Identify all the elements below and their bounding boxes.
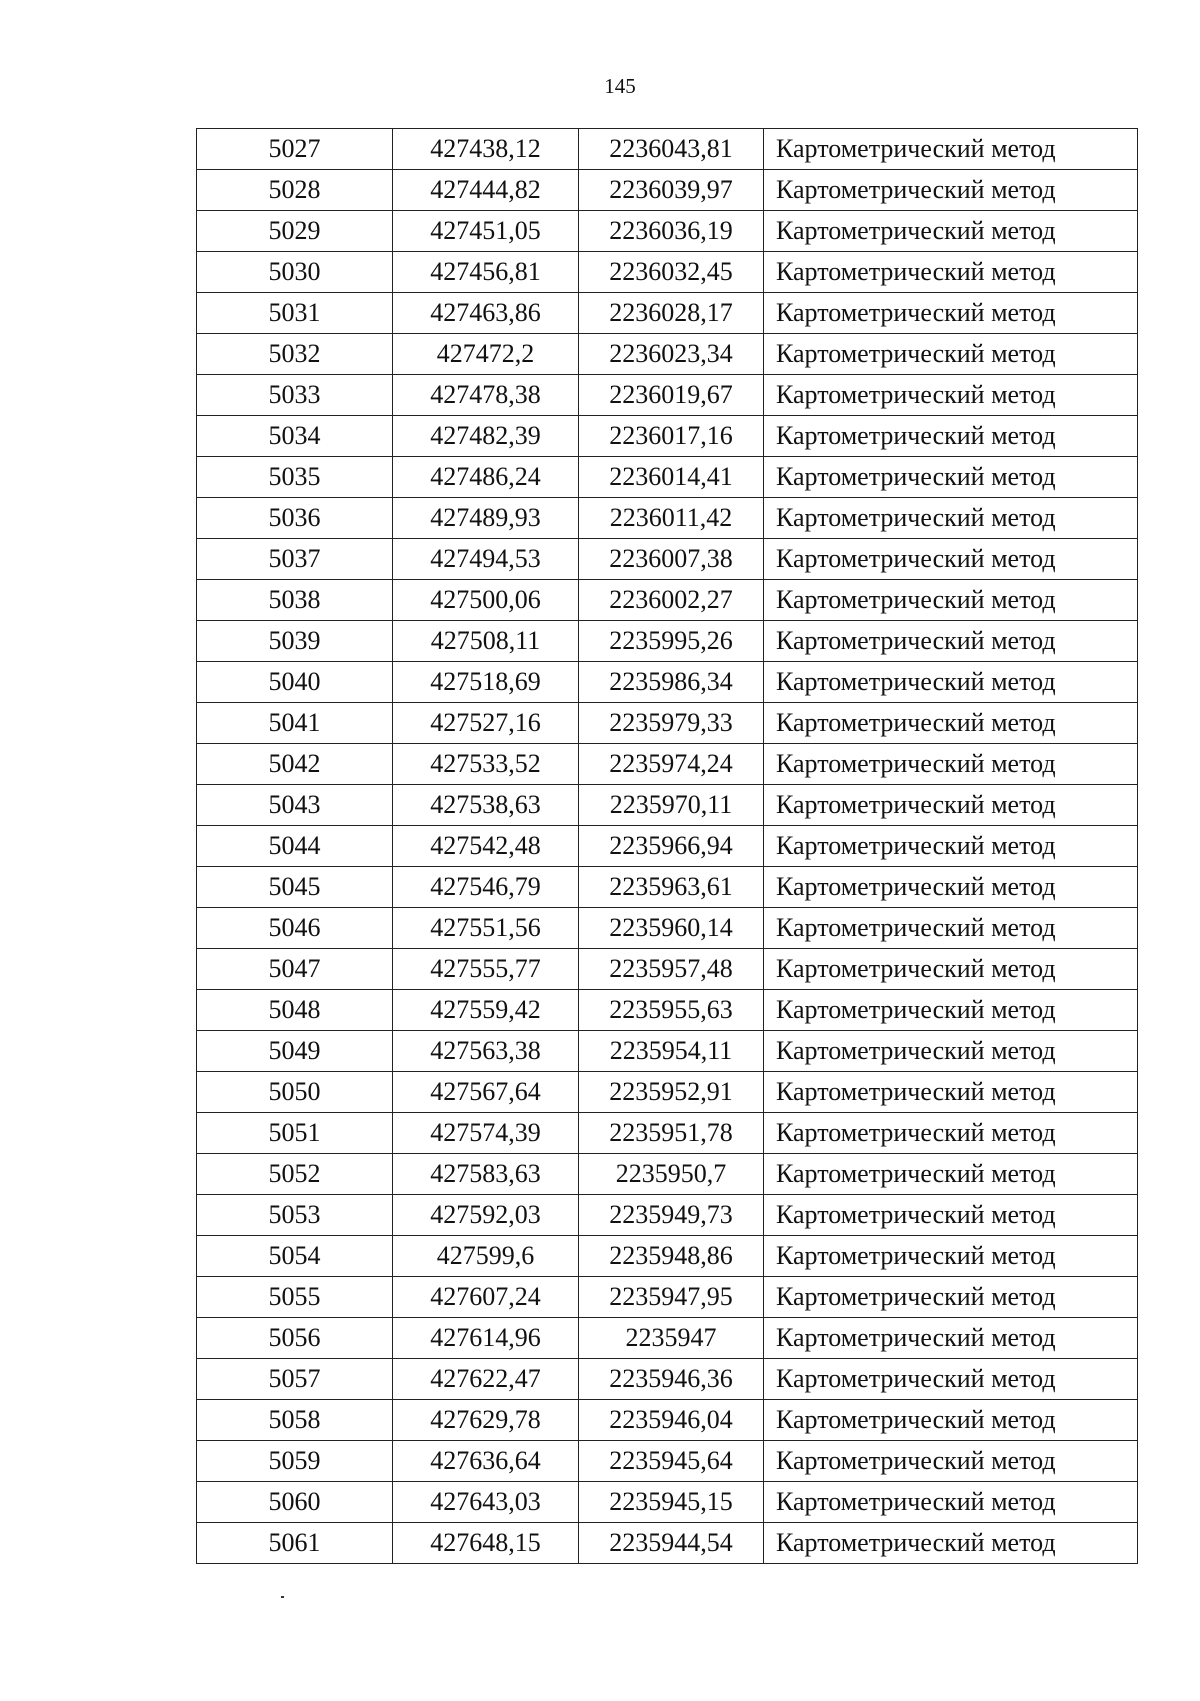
point-number-cell: 5028: [197, 170, 393, 211]
y-coordinate-cell: 2235995,26: [579, 621, 764, 662]
x-coordinate-cell: 427563,38: [393, 1031, 579, 1072]
x-coordinate-cell: 427456,81: [393, 252, 579, 293]
point-number-cell: 5031: [197, 293, 393, 334]
x-coordinate-cell: 427494,53: [393, 539, 579, 580]
x-coordinate-cell: 427527,16: [393, 703, 579, 744]
x-coordinate-cell: 427555,77: [393, 949, 579, 990]
method-cell: Картометрический метод: [764, 539, 1138, 580]
x-coordinate-cell: 427636,64: [393, 1441, 579, 1482]
table-row: [197, 375, 1138, 416]
table-row: [197, 826, 1138, 867]
point-number-cell: 5044: [197, 826, 393, 867]
point-number-cell: 5052: [197, 1154, 393, 1195]
table-row: [197, 252, 1138, 293]
x-coordinate-cell: 427599,6: [393, 1236, 579, 1277]
point-number-cell: 5048: [197, 990, 393, 1031]
table-row: [197, 1154, 1138, 1195]
point-number-cell: 5027: [197, 129, 393, 170]
table-row: [197, 1359, 1138, 1400]
y-coordinate-cell: 2236032,45: [579, 252, 764, 293]
y-coordinate-cell: 2236023,34: [579, 334, 764, 375]
table-row: [197, 662, 1138, 703]
point-number-cell: 5059: [197, 1441, 393, 1482]
x-coordinate-cell: 427592,03: [393, 1195, 579, 1236]
x-coordinate-cell: 427574,39: [393, 1113, 579, 1154]
y-coordinate-cell: 2235957,48: [579, 949, 764, 990]
method-cell: Картометрический метод: [764, 744, 1138, 785]
point-number-cell: 5032: [197, 334, 393, 375]
x-coordinate-cell: 427478,38: [393, 375, 579, 416]
y-coordinate-cell: 2235952,91: [579, 1072, 764, 1113]
y-coordinate-cell: 2235974,24: [579, 744, 764, 785]
table-row: [197, 1113, 1138, 1154]
point-number-cell: 5055: [197, 1277, 393, 1318]
point-number-cell: 5045: [197, 867, 393, 908]
point-number-cell: 5054: [197, 1236, 393, 1277]
method-cell: Картометрический метод: [764, 293, 1138, 334]
y-coordinate-cell: 2235947: [579, 1318, 764, 1359]
y-coordinate-cell: 2235979,33: [579, 703, 764, 744]
y-coordinate-cell: 2235946,36: [579, 1359, 764, 1400]
table-row: [197, 1072, 1138, 1113]
x-coordinate-cell: 427567,64: [393, 1072, 579, 1113]
y-coordinate-cell: 2236002,27: [579, 580, 764, 621]
point-number-cell: 5041: [197, 703, 393, 744]
point-number-cell: 5039: [197, 621, 393, 662]
scan-speck: [281, 1596, 284, 1598]
coordinates-table: [196, 128, 1138, 1564]
y-coordinate-cell: 2235945,64: [579, 1441, 764, 1482]
x-coordinate-cell: 427583,63: [393, 1154, 579, 1195]
y-coordinate-cell: 2235946,04: [579, 1400, 764, 1441]
y-coordinate-cell: 2235970,11: [579, 785, 764, 826]
x-coordinate-cell: 427629,78: [393, 1400, 579, 1441]
x-coordinate-cell: 427538,63: [393, 785, 579, 826]
method-cell: Картометрический метод: [764, 252, 1138, 293]
point-number-cell: 5040: [197, 662, 393, 703]
method-cell: Картометрический метод: [764, 1277, 1138, 1318]
y-coordinate-cell: 2235954,11: [579, 1031, 764, 1072]
method-cell: Картометрический метод: [764, 129, 1138, 170]
point-number-cell: 5046: [197, 908, 393, 949]
y-coordinate-cell: 2235947,95: [579, 1277, 764, 1318]
y-coordinate-cell: 2235960,14: [579, 908, 764, 949]
point-number-cell: 5047: [197, 949, 393, 990]
table-row: [197, 498, 1138, 539]
x-coordinate-cell: 427551,56: [393, 908, 579, 949]
table-row: [197, 1400, 1138, 1441]
table-row: [197, 621, 1138, 662]
x-coordinate-cell: 427607,24: [393, 1277, 579, 1318]
method-cell: Картометрический метод: [764, 1482, 1138, 1523]
method-cell: Картометрический метод: [764, 703, 1138, 744]
x-coordinate-cell: 427444,82: [393, 170, 579, 211]
point-number-cell: 5056: [197, 1318, 393, 1359]
point-number-cell: 5053: [197, 1195, 393, 1236]
y-coordinate-cell: 2236043,81: [579, 129, 764, 170]
y-coordinate-cell: 2235963,61: [579, 867, 764, 908]
x-coordinate-cell: 427482,39: [393, 416, 579, 457]
y-coordinate-cell: 2235966,94: [579, 826, 764, 867]
point-number-cell: 5043: [197, 785, 393, 826]
point-number-cell: 5030: [197, 252, 393, 293]
x-coordinate-cell: 427486,24: [393, 457, 579, 498]
method-cell: Картометрический метод: [764, 990, 1138, 1031]
method-cell: Картометрический метод: [764, 908, 1138, 949]
y-coordinate-cell: 2236028,17: [579, 293, 764, 334]
method-cell: Картометрический метод: [764, 334, 1138, 375]
point-number-cell: 5033: [197, 375, 393, 416]
y-coordinate-cell: 2235950,7: [579, 1154, 764, 1195]
y-coordinate-cell: 2236014,41: [579, 457, 764, 498]
method-cell: Картометрический метод: [764, 375, 1138, 416]
x-coordinate-cell: 427533,52: [393, 744, 579, 785]
x-coordinate-cell: 427508,11: [393, 621, 579, 662]
method-cell: Картометрический метод: [764, 1113, 1138, 1154]
table-row: [197, 1236, 1138, 1277]
x-coordinate-cell: 427472,2: [393, 334, 579, 375]
page-number: 145: [604, 74, 636, 98]
table-row: [197, 293, 1138, 334]
method-cell: Картометрический метод: [764, 662, 1138, 703]
table-row: [197, 334, 1138, 375]
table-row: [197, 580, 1138, 621]
y-coordinate-cell: 2236019,67: [579, 375, 764, 416]
method-cell: Картометрический метод: [764, 621, 1138, 662]
table-row: [197, 908, 1138, 949]
method-cell: Картометрический метод: [764, 949, 1138, 990]
x-coordinate-cell: 427546,79: [393, 867, 579, 908]
table-row: [197, 170, 1138, 211]
table-row: [197, 129, 1138, 170]
point-number-cell: 5035: [197, 457, 393, 498]
table-row: [197, 785, 1138, 826]
y-coordinate-cell: 2236007,38: [579, 539, 764, 580]
table-row: [197, 867, 1138, 908]
x-coordinate-cell: 427463,86: [393, 293, 579, 334]
method-cell: Картометрический метод: [764, 1072, 1138, 1113]
method-cell: Картометрический метод: [764, 457, 1138, 498]
method-cell: Картометрический метод: [764, 1154, 1138, 1195]
method-cell: Картометрический метод: [764, 1523, 1138, 1564]
method-cell: Картометрический метод: [764, 1031, 1138, 1072]
x-coordinate-cell: 427438,12: [393, 129, 579, 170]
x-coordinate-cell: 427542,48: [393, 826, 579, 867]
table-row: [197, 1441, 1138, 1482]
point-number-cell: 5029: [197, 211, 393, 252]
table-row: [197, 1318, 1138, 1359]
point-number-cell: 5036: [197, 498, 393, 539]
y-coordinate-cell: 2235951,78: [579, 1113, 764, 1154]
table-row: [197, 949, 1138, 990]
method-cell: Картометрический метод: [764, 1236, 1138, 1277]
point-number-cell: 5037: [197, 539, 393, 580]
point-number-cell: 5034: [197, 416, 393, 457]
point-number-cell: 5042: [197, 744, 393, 785]
y-coordinate-cell: 2235944,54: [579, 1523, 764, 1564]
x-coordinate-cell: 427451,05: [393, 211, 579, 252]
table-row: [197, 1031, 1138, 1072]
point-number-cell: 5049: [197, 1031, 393, 1072]
method-cell: Картометрический метод: [764, 1400, 1138, 1441]
y-coordinate-cell: 2236011,42: [579, 498, 764, 539]
method-cell: Картометрический метод: [764, 785, 1138, 826]
method-cell: Картометрический метод: [764, 1441, 1138, 1482]
table-row: [197, 1195, 1138, 1236]
y-coordinate-cell: 2235955,63: [579, 990, 764, 1031]
method-cell: Картометрический метод: [764, 867, 1138, 908]
y-coordinate-cell: 2235945,15: [579, 1482, 764, 1523]
y-coordinate-cell: 2235986,34: [579, 662, 764, 703]
method-cell: Картометрический метод: [764, 826, 1138, 867]
point-number-cell: 5061: [197, 1523, 393, 1564]
x-coordinate-cell: 427622,47: [393, 1359, 579, 1400]
method-cell: Картометрический метод: [764, 580, 1138, 621]
y-coordinate-cell: 2236036,19: [579, 211, 764, 252]
table-row: [197, 457, 1138, 498]
table-row: [197, 744, 1138, 785]
method-cell: Картометрический метод: [764, 170, 1138, 211]
x-coordinate-cell: 427559,42: [393, 990, 579, 1031]
table-row: [197, 1523, 1138, 1564]
point-number-cell: 5050: [197, 1072, 393, 1113]
x-coordinate-cell: 427518,69: [393, 662, 579, 703]
point-number-cell: 5057: [197, 1359, 393, 1400]
x-coordinate-cell: 427643,03: [393, 1482, 579, 1523]
x-coordinate-cell: 427648,15: [393, 1523, 579, 1564]
method-cell: Картометрический метод: [764, 1359, 1138, 1400]
table-row: [197, 990, 1138, 1031]
point-number-cell: 5051: [197, 1113, 393, 1154]
y-coordinate-cell: 2236039,97: [579, 170, 764, 211]
coordinates-table-body: [197, 129, 1138, 1564]
table-row: [197, 539, 1138, 580]
x-coordinate-cell: 427614,96: [393, 1318, 579, 1359]
point-number-cell: 5060: [197, 1482, 393, 1523]
table-row: [197, 703, 1138, 744]
y-coordinate-cell: 2235948,86: [579, 1236, 764, 1277]
method-cell: Картометрический метод: [764, 1195, 1138, 1236]
table-row: [197, 1277, 1138, 1318]
table-row: [197, 211, 1138, 252]
method-cell: Картометрический метод: [764, 1318, 1138, 1359]
point-number-cell: 5038: [197, 580, 393, 621]
y-coordinate-cell: 2235949,73: [579, 1195, 764, 1236]
method-cell: Картометрический метод: [764, 211, 1138, 252]
method-cell: Картометрический метод: [764, 416, 1138, 457]
table-row: [197, 1482, 1138, 1523]
x-coordinate-cell: 427500,06: [393, 580, 579, 621]
x-coordinate-cell: 427489,93: [393, 498, 579, 539]
table-row: [197, 416, 1138, 457]
y-coordinate-cell: 2236017,16: [579, 416, 764, 457]
method-cell: Картометрический метод: [764, 498, 1138, 539]
point-number-cell: 5058: [197, 1400, 393, 1441]
